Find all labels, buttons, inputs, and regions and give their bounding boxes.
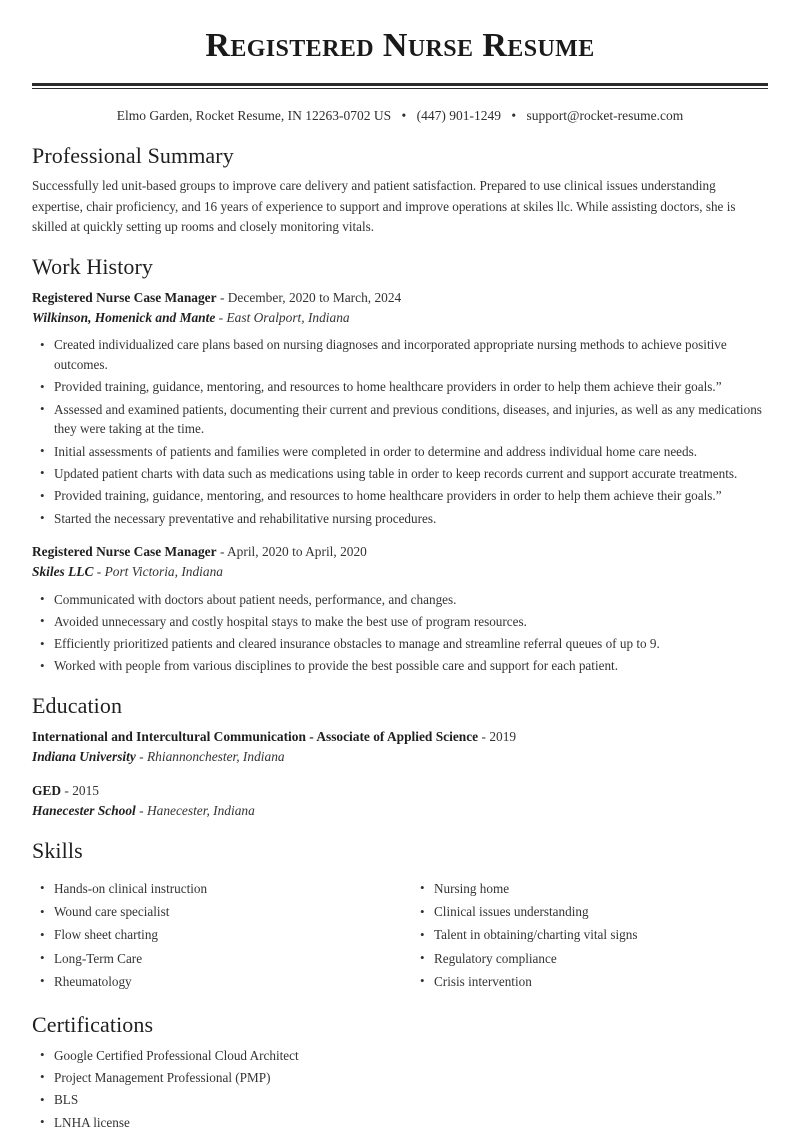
list-item: • Hands-on clinical instruction	[32, 879, 400, 899]
education-entry-year: 2015	[72, 782, 99, 798]
list-item: • Assessed and examined patients, documenting their current and previous conditions, diseases, and injuries, as well as any medications they were taking at the time.	[32, 400, 768, 440]
education-entry-dash: -	[64, 782, 69, 798]
section-title-skills: Skills	[32, 838, 83, 864]
list-item: • Flow sheet charting	[32, 925, 400, 945]
education-entry-school: Hanecester School	[32, 803, 136, 819]
work-entry-subline	[32, 562, 768, 582]
list-item: • Provided training, guidance, mentoring, and resources to home healthcare providers in order to help them achieve their goals.”	[32, 377, 768, 397]
list-item: • Communicated with doctors about patient needs, performance, and changes.	[32, 590, 768, 610]
list-item: • Crisis intervention	[412, 972, 768, 992]
list-item: • Clinical issues understanding	[412, 902, 768, 922]
section-education	[32, 692, 768, 821]
education-entry-headline	[32, 727, 768, 747]
list-item: • Talent in obtaining/charting vital signs	[412, 925, 768, 945]
list-item: • Long-Term Care	[32, 949, 400, 969]
education-entry	[32, 781, 768, 821]
education-entry-subline	[32, 747, 768, 767]
contact-phone: (447) 901-1249	[416, 107, 502, 123]
skills-list-left	[32, 879, 400, 992]
list-item: • Project Management Professional (PMP)	[32, 1068, 768, 1088]
work-entry-company: Skiles LLC	[32, 564, 94, 580]
list-item: • Nursing home	[412, 879, 768, 899]
contact-separator-2: •	[511, 107, 517, 123]
certifications-list	[32, 1046, 768, 1132]
work-entry-company: Wilkinson, Homenick and Mante	[32, 310, 216, 326]
list-item: • Initial assessments of patients and families were completed in order to determine and address individual home care needs.	[32, 442, 768, 462]
list-item: • BLS	[32, 1090, 768, 1110]
work-entry-location: East Oralport, Indiana	[226, 310, 350, 326]
education-entry-dash: -	[139, 803, 144, 819]
contact-email: support@rocket-resume.com	[526, 107, 684, 123]
list-item: • Provided training, guidance, mentoring, and resources to home healthcare providers in order to help them achieve their goals.”	[32, 486, 768, 506]
list-item: • Worked with people from various disciplines to provide the best possible care and support for each patient.	[32, 656, 768, 676]
section-work-history	[32, 253, 768, 676]
skills-list-right	[412, 879, 768, 992]
education-entry-degree: GED	[32, 782, 62, 798]
work-entry-bullets	[32, 335, 768, 528]
section-professional-summary	[32, 142, 768, 238]
education-entry-degree: International and Intercultural Communication - Associate of Applied Science	[32, 728, 479, 744]
education-entry-location: Rhiannonchester, Indiana	[146, 748, 285, 764]
work-entry	[32, 288, 768, 528]
work-entry-headline	[32, 288, 768, 308]
work-entry-dash: -	[218, 310, 224, 326]
list-item: • Regulatory compliance	[412, 949, 768, 969]
list-item: • Updated patient charts with data such as medications using table in order to keep records current and support accurate treatments.	[32, 464, 768, 484]
skills-columns	[32, 872, 768, 995]
education-entry-dash: -	[481, 728, 486, 744]
section-title-certifications: Certifications	[32, 1012, 154, 1038]
work-entry-role: Registered Nurse Case Manager	[32, 289, 217, 305]
education-entry-dash: -	[139, 748, 144, 764]
list-item: • Avoided unnecessary and costly hospital stays to make the best use of program resources.	[32, 612, 768, 632]
education-entry-school: Indiana University	[32, 748, 136, 764]
work-entry-bullets	[32, 590, 768, 677]
education-entry-location: Hanecester, Indiana	[146, 803, 255, 819]
section-certifications	[32, 1011, 768, 1132]
section-title-education: Education	[32, 693, 123, 719]
work-entry-subline	[32, 308, 768, 328]
work-entry-location: Port Victoria, Indiana	[104, 564, 223, 580]
list-item: • Started the necessary preventative and rehabilitative nursing procedures.	[32, 509, 768, 529]
education-entry	[32, 727, 768, 767]
list-item: • Efficiently prioritized patients and cleared insurance obstacles to manage and streamline referral queues of up to 9.	[32, 634, 768, 654]
work-entry-dash: -	[219, 544, 225, 560]
section-title-professional-summary: Professional Summary	[32, 142, 234, 168]
contact-separator-1: •	[401, 107, 407, 123]
work-entry	[32, 542, 768, 676]
skills-column-right	[400, 872, 768, 995]
work-entry-dash: -	[219, 289, 225, 305]
work-entry-role: Registered Nurse Case Manager	[32, 544, 217, 560]
professional-summary-text: Successfully led unit-based groups to improve care delivery and patient satisfaction. Prepared to use clinical issues understanding expertise, chair proficiency, and 16 years of experience to support and improve operations at skiles llc. While assisting doctors, she is skilled at quickly setting up rooms and closely monitoring vitals.	[32, 178, 736, 235]
page-title: Registered Nurse Resume	[205, 27, 595, 64]
section-skills	[32, 837, 768, 995]
education-entry-headline	[32, 781, 768, 801]
work-entry-headline	[32, 542, 768, 562]
work-entry-dates: December, 2020 to March, 2024	[227, 289, 402, 305]
contact-line	[32, 89, 768, 126]
contact-address: Elmo Garden, Rocket Resume, IN 12263-0702 US	[116, 107, 392, 123]
work-entry-dash: -	[96, 564, 102, 580]
list-item: • Rheumatology	[32, 972, 400, 992]
list-item: • Wound care specialist	[32, 902, 400, 922]
education-entry-subline	[32, 801, 768, 821]
list-item: • Created individualized care plans based on nursing diagnoses and incorporated appropriate nursing methods to achieve positive outcomes.	[32, 335, 768, 375]
list-item: • LNHA license	[32, 1113, 768, 1132]
list-item: • Google Certified Professional Cloud Architect	[32, 1046, 768, 1066]
education-entry-year: 2019	[489, 728, 517, 744]
section-title-work-history: Work History	[32, 254, 154, 280]
skills-column-left	[32, 872, 400, 995]
work-entry-dates: April, 2020 to April, 2020	[227, 544, 367, 560]
